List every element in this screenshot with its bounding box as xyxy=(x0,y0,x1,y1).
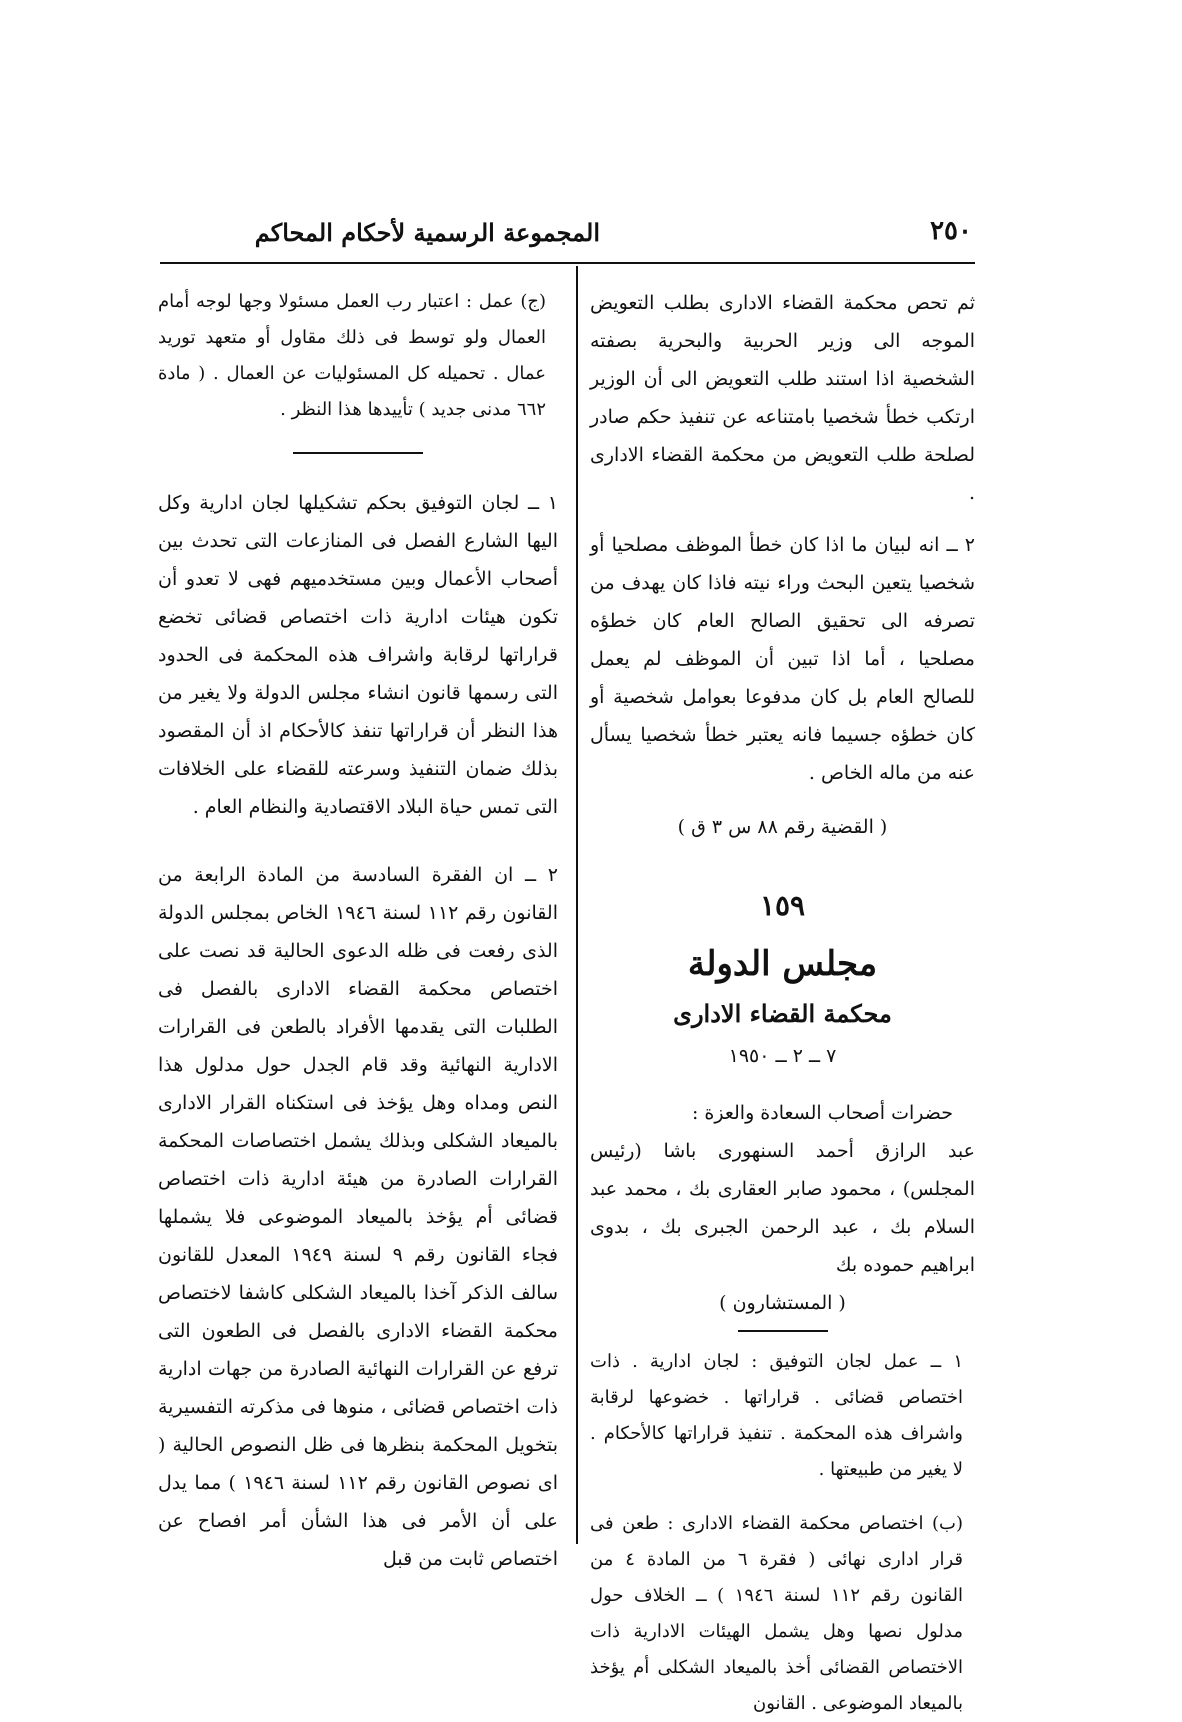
court-subtitle: محكمة القضاء الادارى xyxy=(673,999,892,1028)
ruling-number: ١٥٩ xyxy=(759,889,806,922)
page-number: ٢٥٠ xyxy=(930,216,972,246)
bench-intro: حضرات أصحاب السعادة والعزة : xyxy=(691,1102,953,1124)
paragraph-2: ٢ ــ انه لبيان ما اذا كان خطأ الموظف مصلحيا أو شخصيا يتعين البحث وراء نيته فاذا كان يهدف من تصرفه الى تحقيق الصالح العام كان خطؤه مصلحيا ، أما اذا تبين أن الموظف لم يعمل للصالح العام بل كان مدفوعا بعوامل شخصية أو كان خطؤه جسيما فانه يعتبر خطأ شخصيا يسأل عنه من ماله الخاص . xyxy=(590,534,975,784)
summary-b: (ب) اختصاص محكمة القضاء الادارى : طعن فى قرار ادارى نهائى ( فقرة ٦ من المادة ٤ من القانون رقم ١١٢ لسنة ١٩٤٦ ) ــ الخلاف حول مدلول نصها وهل يشمل الهيئات الادارية ذات الاختصاص القضائى أخذ بالميعاد الشكلى أم يؤخذ بالميعاد الموضوعى . القانون xyxy=(590,1513,963,1714)
page-header xyxy=(150,212,980,262)
column-divider xyxy=(576,266,578,1544)
separator-rule xyxy=(738,1330,828,1332)
separator-rule xyxy=(293,452,423,454)
paragraph-1: ١ ــ لجان التوفيق بحكم تشكيلها لجان ادارية وكل اليها الشارع الفصل فى المنازعات التى تحدث بين أصحاب الأعمال وبين مستخدميهم فهى لا تعدو أن تكون هيئات ادارية ذات اختصاص قضائى تخضع قراراتها لرقابة واشراف هذه المحكمة فى الحدود التى رسمها قانون انشاء مجلس الدولة ولا يغير من هذا النظر أن قراراتها تنفذ كالأحكام اذ أن المقصود بذلك ضمان التنفيذ وسرعته للقضاء على الخلافات التى تمس حياة البلاد الاقتصادية والنظام العام . xyxy=(158,492,558,818)
left-column xyxy=(158,284,558,1578)
bench-role: ( المستشارون ) xyxy=(719,1292,846,1314)
running-title: المجموعة الرسمية لأحكام المحاكم xyxy=(254,218,600,247)
paragraph-2: ٢ ــ ان الفقرة السادسة من المادة الرابعة من القانون رقم ١١٢ لسنة ١٩٤٦ الخاص بمجلس الدولة الذى رفعت فى ظله الدعوى الحالية قد نصت على اختصاص محكمة القضاء الادارى بالفصل فى الطلبات التى يقدمها الأفراد بالطعن فى القرارات الادارية النهائية وقد قام الجدل حول مدلول هذا النص ومداه وهل يؤخذ فى استكناه القرار الادارى بالميعاد الشكلى وبذلك يشمل اختصاصات المحكمة القرارات الصادرة من هيئة ادارية ذات اختصاص قضائى أم يؤخذ بالميعاد الموضوعى فلا يشملها فجاء القانون رقم ٩ لسنة ١٩٤٩ المعدل للقانون سالف الذكر آخذا بالميعاد الشكلى كاشفا لاختصاص محكمة القضاء الادارى بالفصل فى الطعون التى ترفع عن القرارات النهائية الصادرة من جهات ادارية ذات اختصاص قضائى ، منوها فى مذكرته التفسيرية بتخويل المحكمة بنظرها فى ظل النصوص الحالية ( اى نصوص القانون رقم ١١٢ لسنة ١٩٤٦ ) مما يدل على أن الأمر فى هذا الشأن أمر افصاح عن اختصاص ثابت من قبل xyxy=(158,864,558,1570)
right-column xyxy=(590,284,975,1722)
ruling-date: ٧ ــ ٢ ــ ١٩٥٠ xyxy=(728,1045,837,1067)
summary-1: ١ ــ عمل لجان التوفيق : لجان ادارية . ذات اختصاص قضائى . قراراتها . خضوعها لرقابة واشراف هذه المحكمة . تنفيذ قراراتها كالأحكام . لا يغير من طبيعتها . xyxy=(590,1351,963,1480)
court-title: مجلس الدولة xyxy=(687,944,878,984)
summary-c: (ج) عمل : اعتبار رب العمل مسئولا وجها لوجه أمام العمال ولو توسط فى ذلك مقاول أو متعهد توريد عمال . تحميله كل المسئوليات عن العمال . ( مادة ٦٦٢ مدنى جديد ) تأييدها هذا النظر . xyxy=(158,291,546,420)
case-reference: ( القضية رقم ٨٨ س ٣ ق ) xyxy=(677,816,888,838)
bench-names: عبد الرازق أحمد السنهورى باشا (رئيس المجلس) ، محمود صابر العقارى بك ، محمد عبد السلام بك ، عبد الرحمن الجبرى بك ، بدوى ابراهيم حموده بك xyxy=(590,1140,975,1276)
continued-paragraph: ثم تحص محكمة القضاء الادارى بطلب التعويض الموجه الى وزير الحربية والبحرية بصفته الشخصية اذا استند طلب التعويض الى أن الوزير ارتكب خطأ شخصيا بامتناعه عن تنفيذ حكم صادر لصلحة طلب التعويض من محكمة القضاء الادارى . xyxy=(590,292,975,504)
header-rule xyxy=(160,262,975,264)
